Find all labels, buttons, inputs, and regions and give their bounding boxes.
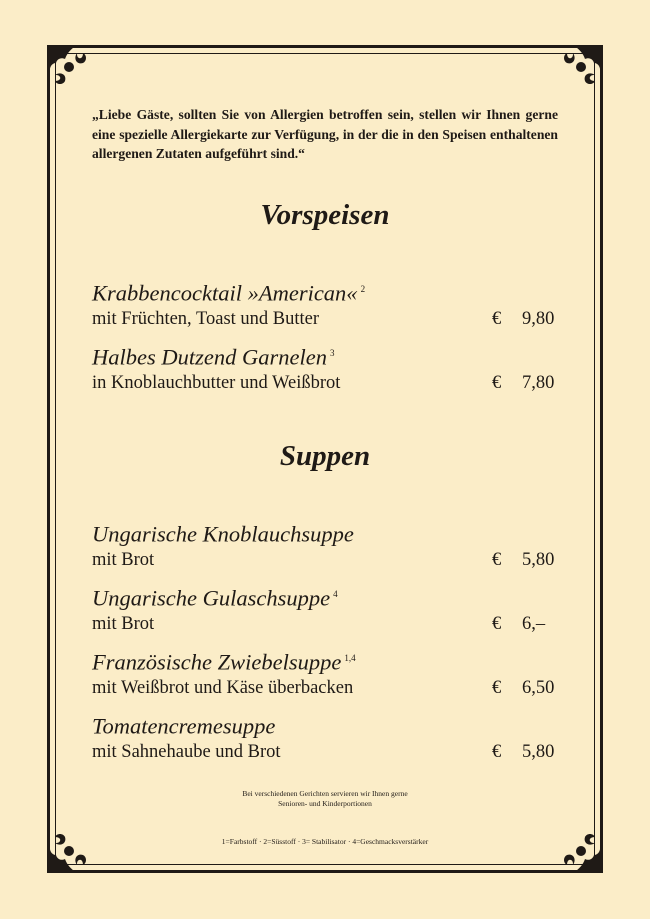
currency-symbol: €	[492, 677, 502, 698]
menu-item	[92, 340, 562, 395]
item-note: 1,4	[344, 653, 356, 663]
item-name: Krabbencocktail »American«	[92, 280, 358, 306]
corner-ornament-icon	[549, 819, 603, 873]
portion-note	[0, 789, 650, 809]
item-description: mit Früchten, Toast und Butter	[92, 308, 320, 329]
currency-symbol: €	[492, 741, 502, 762]
item-name: Ungarische Knoblauchsuppe	[92, 521, 354, 547]
item-name-row	[92, 276, 562, 307]
item-price	[492, 740, 562, 764]
portion-note-line: Bei verschiedenen Gerichten servieren wir Ihnen gerne	[242, 789, 408, 798]
item-name-row	[92, 340, 562, 371]
item-price	[492, 548, 562, 572]
item-note: 4	[333, 589, 338, 599]
section-title-vorspeisen: Vorspeisen	[260, 199, 390, 231]
item-name: Halbes Dutzend Garnelen	[92, 344, 327, 370]
currency-symbol: €	[492, 308, 502, 329]
item-price	[492, 612, 562, 636]
item-name-row	[92, 645, 562, 676]
menu-item	[92, 709, 562, 764]
price-value: 6,50	[522, 677, 555, 698]
item-price	[492, 371, 562, 395]
item-name-row	[92, 517, 562, 548]
item-note: 3	[329, 348, 335, 358]
menu-item	[92, 517, 562, 572]
item-name: Tomatencremesuppe	[92, 713, 276, 739]
price-value: 9,80	[522, 308, 555, 329]
item-name: Ungarische Gulaschsuppe	[92, 585, 331, 611]
item-description: mit Brot	[92, 549, 155, 570]
menu-item	[92, 276, 562, 331]
section-title-suppen: Suppen	[279, 440, 371, 472]
menu-item	[92, 581, 562, 636]
currency-symbol: €	[492, 549, 502, 570]
item-description: mit Weißbrot und Käse überbacken	[92, 677, 354, 698]
item-description: in Knoblauchbutter und Weißbrot	[92, 372, 341, 393]
currency-symbol: €	[492, 372, 502, 393]
price-value: 5,80	[522, 741, 555, 762]
item-price	[492, 676, 562, 700]
item-description: mit Sahnehaube und Brot	[92, 741, 281, 762]
item-name-row	[92, 709, 562, 740]
item-price	[492, 307, 562, 331]
portion-note-line: Senioren- und Kinderportionen	[278, 799, 372, 808]
additive-legend: 1=Farbstoff · 2=Süsstoff · 3= Stabilisator · 4=Geschmacksverstärker	[221, 837, 429, 846]
menu-item	[92, 645, 562, 700]
corner-ornament-icon	[47, 819, 101, 873]
corner-ornament-icon	[549, 45, 603, 99]
allergy-notice: „Liebe Gäste, sollten Sie von Allergien betroffen sein, stellen wir Ihnen gerne eine spezielle Allergiekarte zur Verfügung, in der die in den Speisen enthaltenen allergenen Zutaten aufgeführt sind.“	[92, 107, 558, 161]
item-name: Französische Zwiebelsuppe	[92, 649, 342, 675]
price-value: 6,–	[522, 613, 546, 634]
item-note: 2	[360, 284, 366, 294]
price-value: 7,80	[522, 372, 555, 393]
currency-symbol: €	[492, 613, 502, 634]
corner-ornament-icon	[47, 45, 101, 99]
item-name-row	[92, 581, 562, 612]
price-value: 5,80	[522, 549, 555, 570]
item-description: mit Brot	[92, 613, 155, 634]
